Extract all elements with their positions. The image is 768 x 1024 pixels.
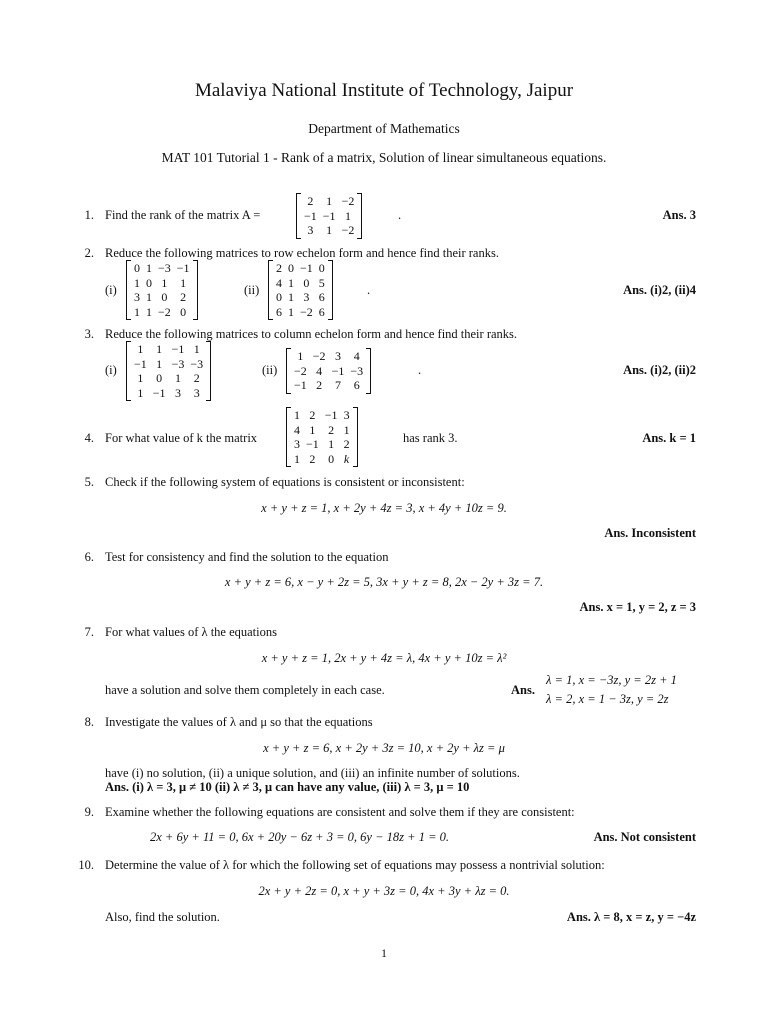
matrix-cell: 3 xyxy=(174,385,181,400)
matrix-cell: 1 xyxy=(137,371,144,385)
matrix-cell: 4 xyxy=(316,363,323,378)
q3-matrix-ii xyxy=(286,348,371,394)
matrix-cell: −1 xyxy=(300,261,313,275)
matrix-cell: 1 xyxy=(137,342,144,356)
q3-tail: . xyxy=(418,363,422,377)
q9-answer: Ans. Not consistent xyxy=(593,830,696,844)
matrix-cell: −1 xyxy=(152,385,166,400)
q2-tail: . xyxy=(367,283,371,297)
matrix-cell: 1 xyxy=(297,349,304,363)
q4-matrix xyxy=(286,407,358,467)
q1-tail: . xyxy=(398,208,402,222)
matrix-cell: 1 xyxy=(146,290,152,304)
matrix-cell: 1 xyxy=(156,356,163,371)
matrix-cell: −2 xyxy=(158,304,171,319)
matrix-cell: 4 xyxy=(353,349,360,363)
q8-text: Investigate the values of λ and μ so that the equations xyxy=(105,715,373,729)
q9-number: 9. xyxy=(84,805,94,819)
matrix-cell: −1 xyxy=(176,261,190,275)
q6-text: Test for consistency and find the solution to the equation xyxy=(105,550,389,564)
q7-answer-label: Ans. xyxy=(511,683,535,697)
q5-equations: x + y + z = 1, x + 2y + 4z = 3, x + 4y + 10z = 9. xyxy=(261,501,507,515)
matrix-cell: 1 xyxy=(134,275,140,290)
matrix-cell: 1 xyxy=(137,385,144,400)
matrix-cell: 1 xyxy=(326,223,333,237)
page-number: 1 xyxy=(381,946,387,960)
department-name: Department of Mathematics xyxy=(308,121,460,136)
q2-label-i: (i) xyxy=(105,283,117,297)
matrix-cell: −1 xyxy=(324,408,338,422)
q7-answer-line2: λ = 2, x = 1 − 3z, y = 2z xyxy=(546,692,669,706)
matrix-cell: 0 xyxy=(146,275,152,290)
q3-matrix-i xyxy=(126,341,211,401)
matrix-cell: 1 xyxy=(328,437,335,451)
q9-text: Examine whether the following equations are consistent and solve them if they are consistent: xyxy=(105,805,575,819)
matrix-cell: −1 xyxy=(306,437,319,451)
matrix-cell: −3 xyxy=(350,363,364,378)
q2-matrix-ii xyxy=(268,260,333,320)
matrix-cell: 0 xyxy=(156,371,163,385)
q6-equations: x + y + z = 6, x − y + 2z = 5, 3x + y + z = 8, 2x − 2y + 3z = 7. xyxy=(224,575,544,589)
matrix-cell: 3 xyxy=(303,290,310,304)
q6-answer: Ans. x = 1, y = 2, z = 3 xyxy=(579,600,696,614)
q10-answer: Ans. λ = 8, x = z, y = −4z xyxy=(566,910,696,924)
matrix-cell: −1 xyxy=(322,208,336,223)
matrix-cell: 0 xyxy=(180,304,187,319)
q3-label-i: (i) xyxy=(105,363,117,377)
matrix-cell: 1 xyxy=(288,304,294,319)
q4-number: 4. xyxy=(84,431,94,445)
matrix-cell: 2 xyxy=(276,261,282,275)
q5-number: 5. xyxy=(84,475,94,489)
q7-text2: have a solution and solve them completely in each case. xyxy=(105,683,385,697)
matrix-cell: 3 xyxy=(343,408,350,422)
q10-equations: 2x + y + 2z = 0, x + y + 3z = 0, 4x + 3y + λz = 0. xyxy=(258,884,510,898)
matrix-cell: −1 xyxy=(134,356,147,371)
matrix-cell: 1 xyxy=(343,422,350,437)
matrix-cell: −1 xyxy=(304,208,317,223)
q2-matrix-i xyxy=(126,260,198,320)
q2-text: Reduce the following matrices to row echelon form and hence find their ranks. xyxy=(105,246,499,260)
q2-number: 2. xyxy=(84,246,94,260)
matrix-cell: 2 xyxy=(316,378,323,392)
matrix-cell: 1 xyxy=(294,451,300,466)
q7-answer-line1: λ = 1, x = −3z, y = 2z + 1 xyxy=(546,673,677,687)
q5-text: Check if the following system of equations is consistent or inconsistent: xyxy=(105,475,465,489)
q8-text2: have (i) no solution, (ii) a unique solution, and (iii) an infinite number of solutions. xyxy=(105,766,520,780)
q3-text: Reduce the following matrices to column echelon form and hence find their ranks. xyxy=(105,327,518,341)
q9-equations: 2x + 6y + 11 = 0, 6x + 20y − 6z + 3 = 0, 6y − 18z + 1 = 0. xyxy=(150,830,450,844)
matrix-cell: 4 xyxy=(276,275,282,290)
matrix-cell: −1 xyxy=(331,363,345,378)
matrix-cell: −2 xyxy=(341,194,355,208)
matrix-cell: −2 xyxy=(341,223,355,237)
matrix-cell: 1 xyxy=(146,304,152,319)
q3-answer: Ans. (i)2, (ii)2 xyxy=(623,363,696,377)
matrix-cell: 7 xyxy=(334,378,341,392)
matrix-cell: 1 xyxy=(174,371,181,385)
matrix-cell: 0 xyxy=(303,275,310,290)
matrix-cell: 2 xyxy=(343,437,350,451)
q10-text2: Also, find the solution. xyxy=(105,910,220,924)
matrix-cell: 1 xyxy=(344,208,351,223)
matrix-cell: 6 xyxy=(318,304,325,319)
matrix-cell: −2 xyxy=(294,363,307,378)
matrix-cell: 1 xyxy=(156,342,163,356)
matrix-cell: 1 xyxy=(180,275,187,290)
q8-equations: x + y + z = 6, x + 2y + 3z = 10, x + 2y + λz = μ xyxy=(263,741,505,755)
matrix-cell: 2 xyxy=(180,290,187,304)
matrix-cell: 3 xyxy=(134,290,140,304)
q2-answer: Ans. (i)2, (ii)4 xyxy=(623,283,696,297)
q10-number: 10. xyxy=(78,858,94,872)
matrix-cell: 1 xyxy=(294,408,300,422)
q4-tail: has rank 3. xyxy=(403,431,458,445)
matrix-cell: 2 xyxy=(328,422,335,437)
matrix-cell: −1 xyxy=(294,378,307,392)
q3-label-ii: (ii) xyxy=(262,363,278,377)
matrix-cell: 1 xyxy=(288,290,294,304)
matrix-cell: 0 xyxy=(288,261,294,275)
matrix-cell: 0 xyxy=(161,290,168,304)
matrix-cell: 5 xyxy=(318,275,325,290)
tutorial-heading: MAT 101 Tutorial 1 - Rank of a matrix, Solution of linear simultaneous equations. xyxy=(161,150,607,165)
q4-text: For what value of k the matrix xyxy=(105,431,258,445)
institute-title: Malaviya National Institute of Technology, Jaipur xyxy=(194,80,574,101)
matrix-cell: 6 xyxy=(276,304,282,319)
q4-answer: Ans. k = 1 xyxy=(642,431,696,445)
matrix-cell: 0 xyxy=(328,451,335,466)
q3-number: 3. xyxy=(84,327,94,341)
matrix-cell: −1 xyxy=(171,342,185,356)
matrix-cell: 0 xyxy=(134,261,140,275)
matrix-cell: −2 xyxy=(312,349,326,363)
matrix-cell: 3 xyxy=(334,349,341,363)
matrix-cell: 3 xyxy=(307,223,314,237)
q1-answer: Ans. 3 xyxy=(662,208,696,222)
q7-number: 7. xyxy=(84,625,94,639)
matrix-cell: 2 xyxy=(309,451,316,466)
matrix-cell: 6 xyxy=(353,378,360,392)
matrix-cell: 1 xyxy=(326,194,333,208)
q2-label-ii: (ii) xyxy=(244,283,260,297)
matrix-cell: 0 xyxy=(318,261,325,275)
matrix-cell: 4 xyxy=(294,422,300,437)
matrix-cell: 6 xyxy=(318,290,325,304)
matrix-cell: 1 xyxy=(146,261,152,275)
matrix-cell: 3 xyxy=(294,437,300,451)
q5-answer: Ans. Inconsistent xyxy=(604,526,696,540)
matrix-cell: 2 xyxy=(193,371,200,385)
q1-number: 1. xyxy=(84,208,94,222)
matrix-cell: −3 xyxy=(171,356,185,371)
q8-number: 8. xyxy=(84,715,94,729)
matrix-cell: 1 xyxy=(134,304,140,319)
matrix-cell: 3 xyxy=(193,385,200,400)
q1-text: Find the rank of the matrix A = xyxy=(105,208,261,222)
matrix-cell: −3 xyxy=(190,356,204,371)
matrix-cell: 1 xyxy=(193,342,200,356)
q1-matrix xyxy=(296,193,362,239)
matrix-cell: 1 xyxy=(288,275,294,290)
q6-number: 6. xyxy=(84,550,94,564)
matrix-cell: −3 xyxy=(158,261,171,275)
matrix-cell: 1 xyxy=(309,422,316,437)
q10-text: Determine the value of λ for which the following set of equations may possess a nontrivial solution: xyxy=(105,858,605,872)
matrix-cell: 0 xyxy=(276,290,282,304)
matrix-cell: −2 xyxy=(300,304,313,319)
q8-answer: Ans. (i) λ = 3, μ ≠ 10 (ii) λ ≠ 3, μ can have any value, (iii) λ = 3, μ = 10 xyxy=(105,780,470,794)
matrix-cell: 2 xyxy=(309,408,316,422)
q7-text: For what values of λ the equations xyxy=(105,625,277,639)
q7-equations: x + y + z = 1, 2x + y + 4z = λ, 4x + y + 10z = λ² xyxy=(261,651,507,665)
matrix-cell: 1 xyxy=(161,275,168,290)
matrix-cell: 2 xyxy=(307,194,314,208)
matrix-cell: k xyxy=(343,451,350,466)
